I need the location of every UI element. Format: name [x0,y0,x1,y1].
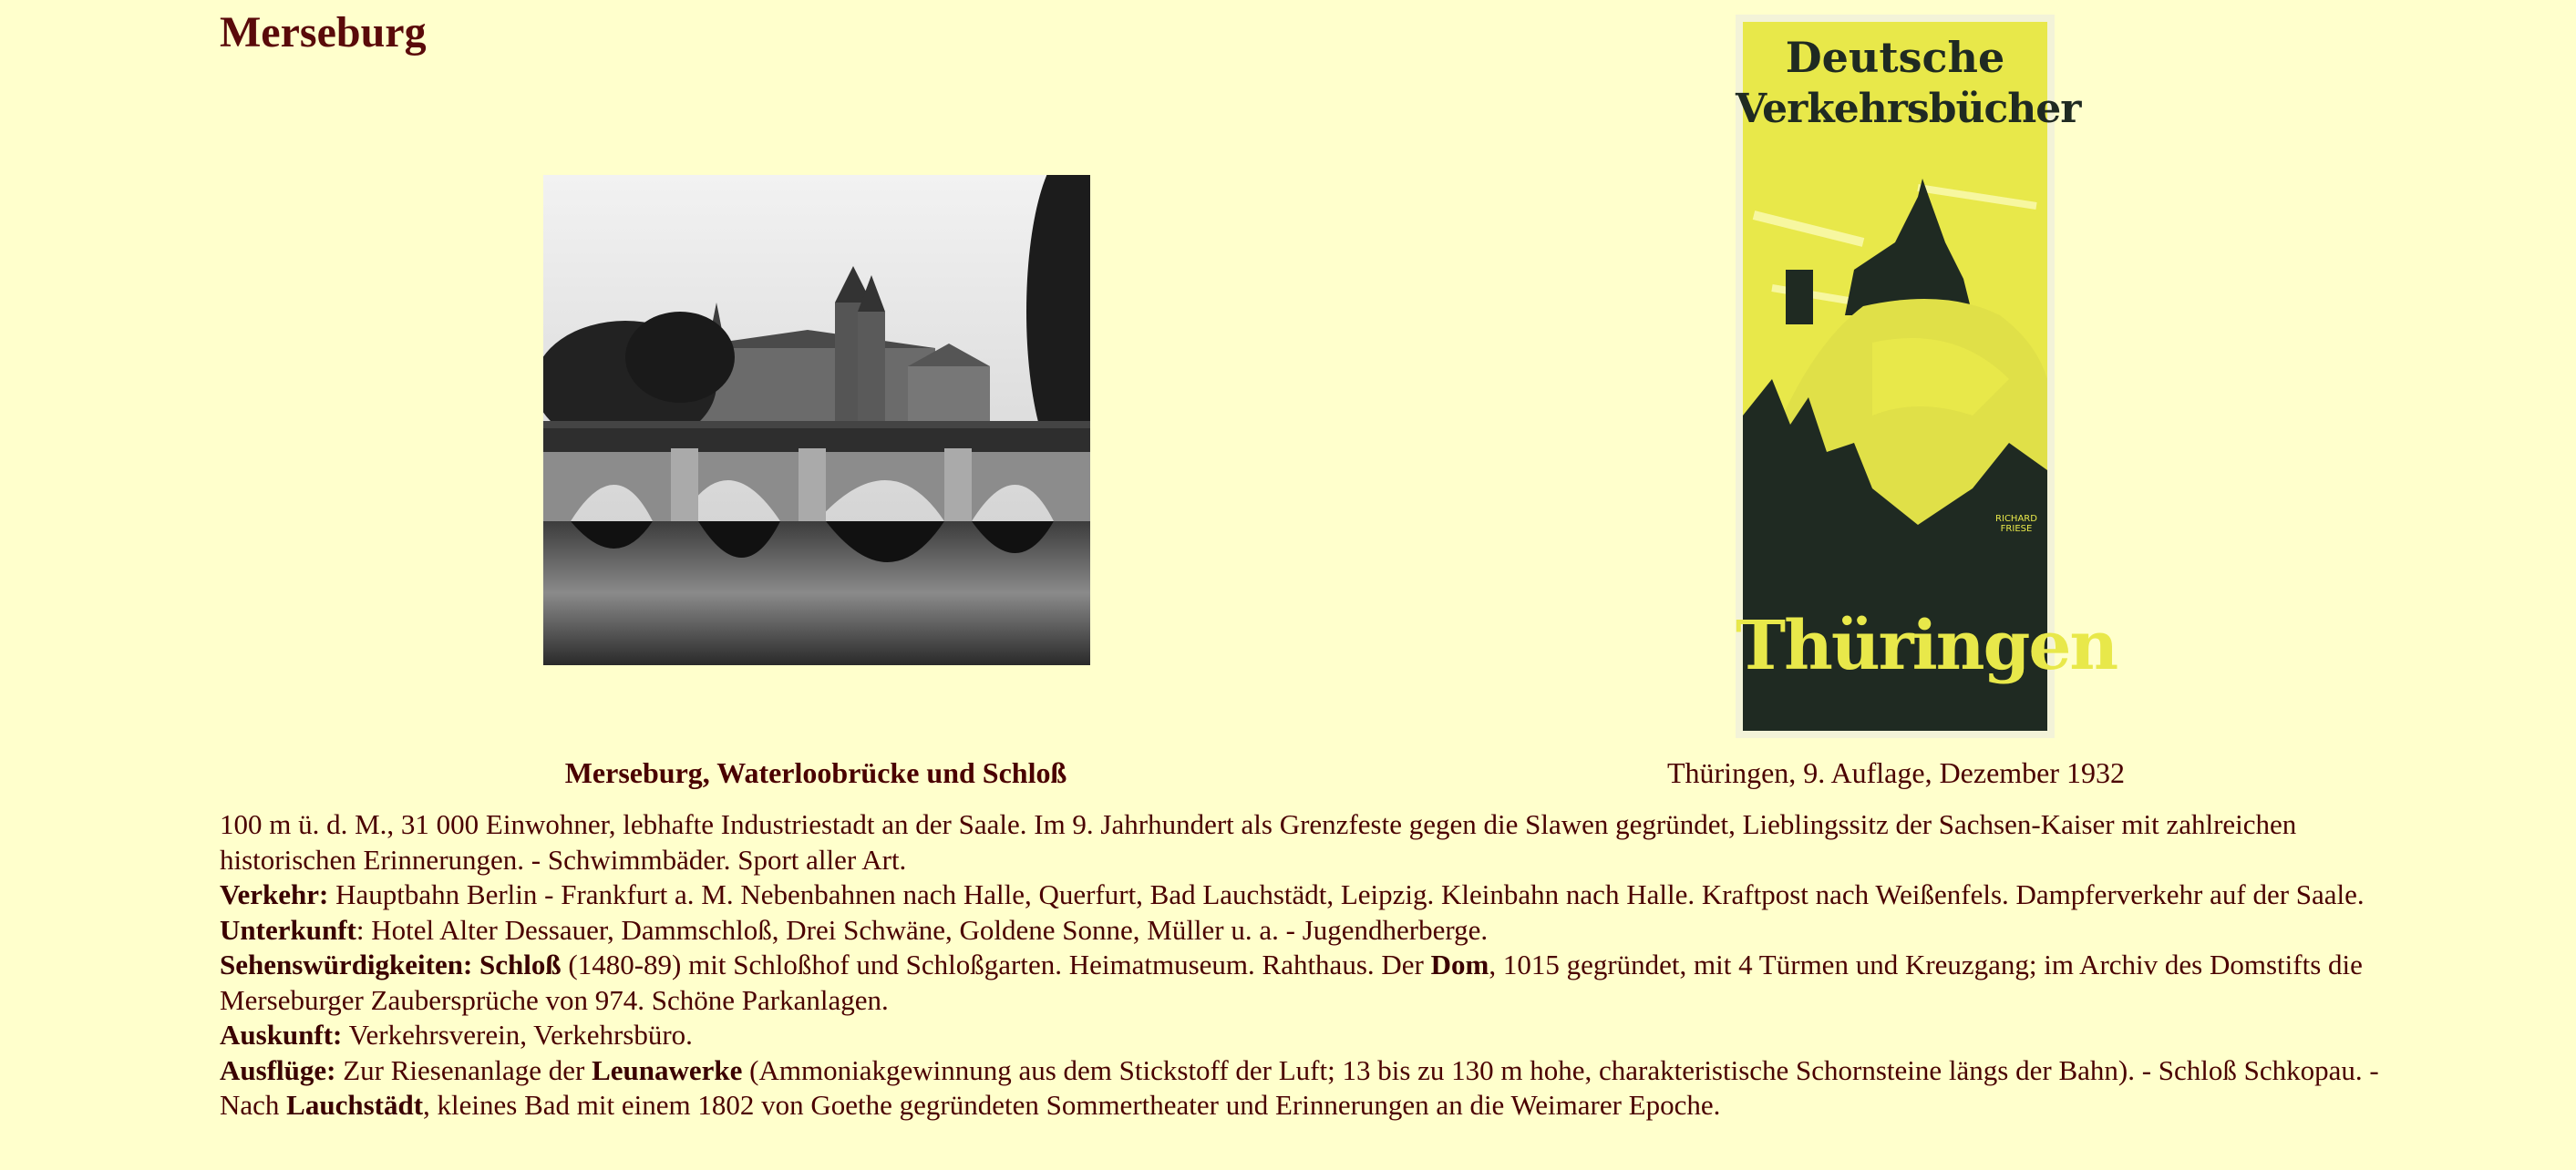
book-cover-caption: Thüringen, 9. Auflage, Dezember 1932 [1666,756,2126,789]
auskunft-paragraph: Auskunft: Verkehrsverein, Verkehrsbüro. [220,1019,693,1051]
ausfluege-paragraph: Ausflüge: Zur Riesenanlage der Leunawerke (Ammoniakgewinnung aus dem Stickstoff der Luft; 13 bis zu 130 m hohe, charakteristische Schornsteine längs der Bahn). - Schloß Schkopau. - Nach Lauchstädt, kleines Bad mit einem 1802 von Goethe gegründeten Sommertheater und Erinnerungen an die Weimarer Epoche. [220,1053,2379,1121]
auskunft-label: Auskunft: [220,1019,343,1051]
cover-bottom-title: Thüringen [1736,607,2117,685]
bridge-photo-caption: Merseburg, Waterloobrücke und Schloß [564,756,1067,789]
sehenswuerdigkeiten-label: Sehenswürdigkeiten: Schloß [220,949,562,980]
cover-title-line1: Deutsche [1785,33,2005,82]
intro-paragraph: 100 m ü. d. M., 31 000 Einwohner, lebhafte Industriestadt an der Saale. Im 9. Jahrhundert als Grenzfeste gegen die Slawen gegründet, Lieblingssitz der Sachsen-Kaiser mit zahlreichen historischen Erinnerungen. - Schwimmbäder. Sport aller Art. [220,808,2297,876]
ausfluege-label: Ausflüge: [220,1053,336,1086]
verkehr-paragraph: Verkehr: Hauptbahn Berlin - Frankfurt a. M. Nebenbahnen nach Halle, Querfurt, Bad Lauchstädt, Leipzig. Kleinbahn nach Halle. Kraftpost nach Weißenfels. Dampferverkehr auf der Saale. [220,878,2365,910]
verkehr-label: Verkehr: [220,878,329,910]
article-body [220,807,2389,1124]
bridge-photo [543,175,1090,665]
unterkunft-paragraph: Unterkunft: Hotel Alter Dessauer, Dammschloß, Drei Schwäne, Goldene Sonne, Müller u. a. - Jugendherberge. [220,913,1489,946]
cover-artist-signature: RICHARD FRIESE [1995,514,2037,534]
sehenswuerdigkeiten-paragraph: Sehenswürdigkeiten: Schloß (1480-89) mit Schloßhof und Schloßgarten. Heimatmuseum. Rahthaus. Der Dom, 1015 gegründet, mit 4 Türmen und Kreuzgang; im Archiv des Domstifts die Merseburger Zaubersprüche von 974. Schöne Parkanlagen. [220,949,2363,1016]
page-title: Merseburg [220,8,427,56]
book-cover [1736,15,2117,738]
cover-title-line2: Verkehrsbücher [1736,86,2081,132]
unterkunft-label: Unterkunft [220,913,356,946]
